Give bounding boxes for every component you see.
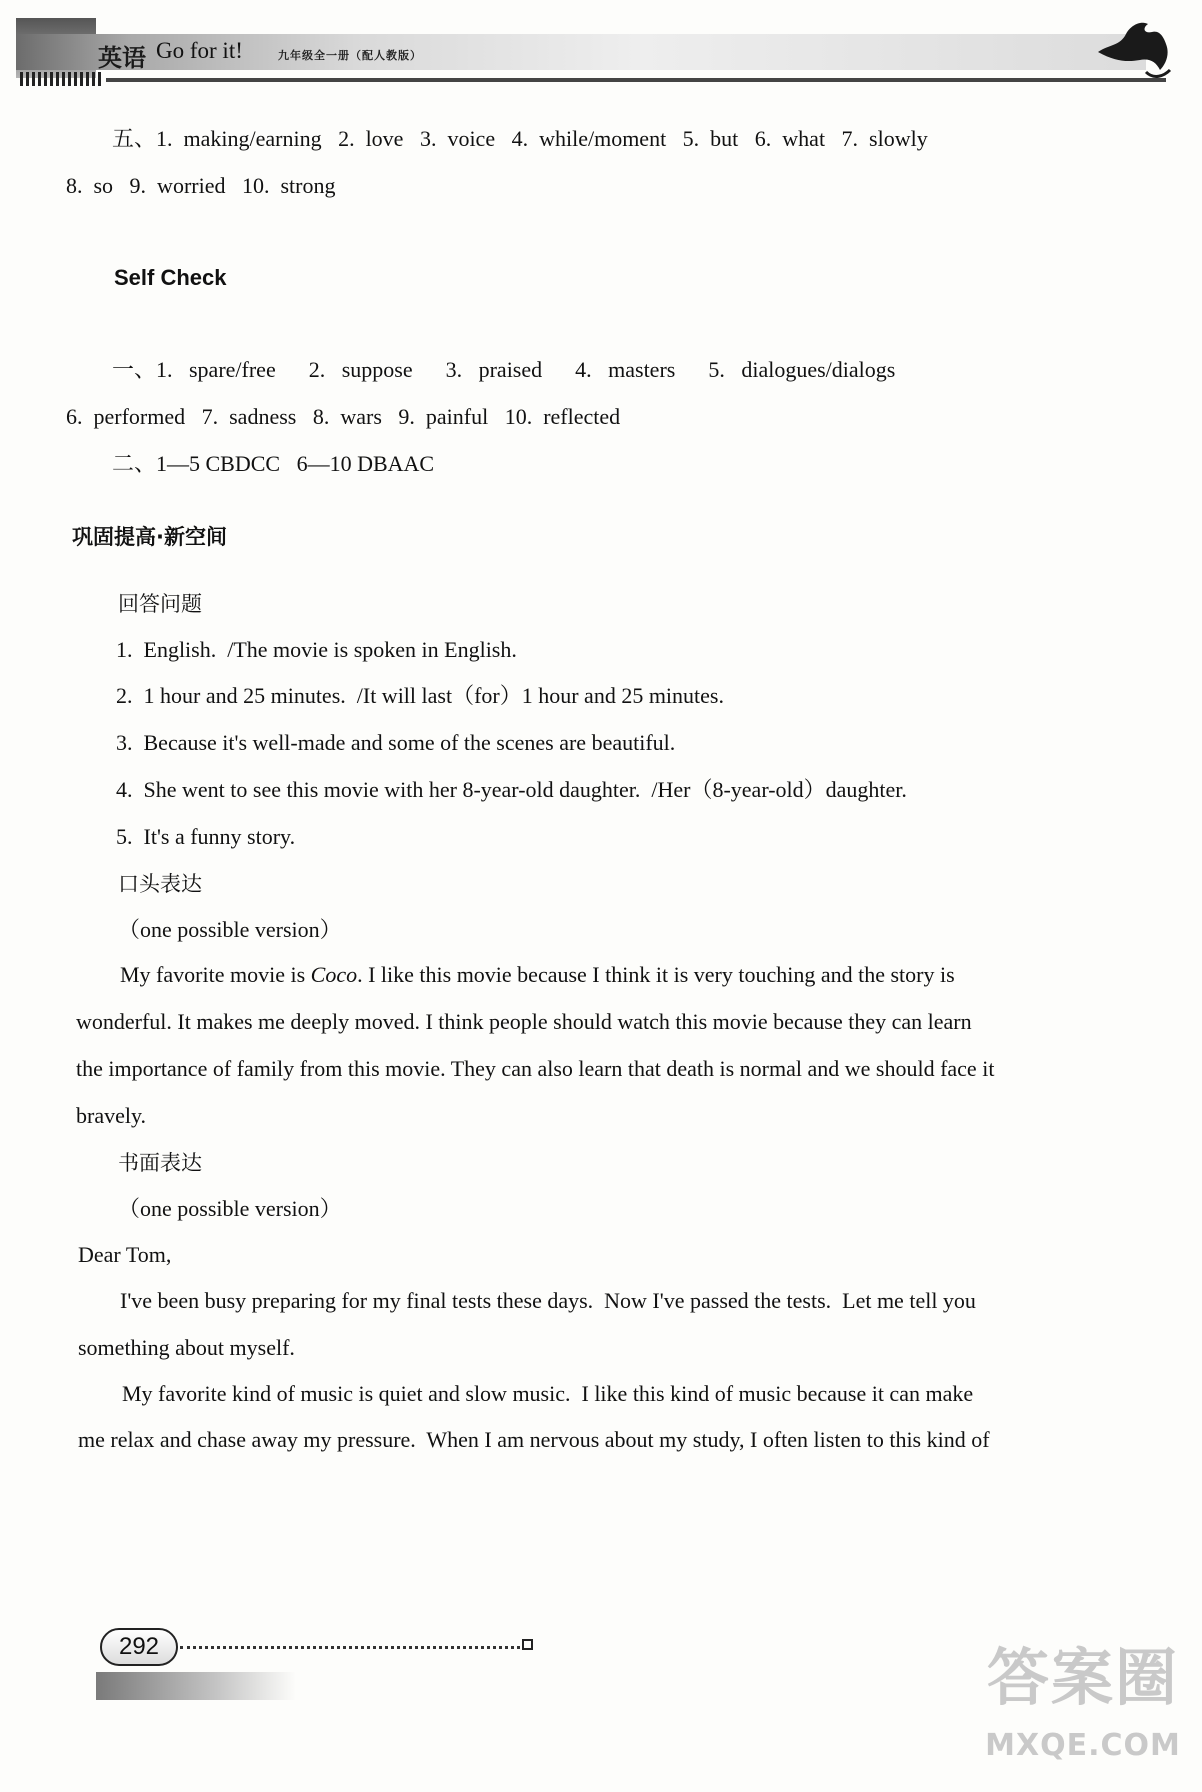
header-subject: 英语 — [98, 44, 146, 72]
footer-end-square-icon — [522, 1639, 533, 1650]
letter-line1: I've been busy preparing for my final tests these days. Now I've passed the tests. Let me tell you — [120, 1288, 976, 1313]
qa-heading: 回答问题 — [118, 592, 202, 616]
consolidation-heading: 巩固提高·新空间 — [72, 525, 227, 549]
section5-line2: 8. so 9. worried 10. strong — [66, 173, 336, 198]
oral-paragraph-line2: wonderful. It makes me deeply moved. I think people should watch this movie because they can learn — [76, 1009, 972, 1034]
oral-paragraph-line1 — [120, 960, 955, 990]
written-version: （one possible version） — [118, 1196, 342, 1221]
answer-item: 2. 1 hour and 25 minutes. /It will last（for）1 hour and 25 minutes. — [116, 683, 724, 708]
oral-version: （one possible version） — [118, 917, 342, 942]
watermark-logo-text: 答案圈 — [986, 1641, 1179, 1714]
page-number: 292 — [100, 1628, 178, 1666]
answer-item: 4. She went to see this movie with her 8-year-old daughter. /Her（8-year-old）daughter. — [116, 777, 907, 802]
answer-item: 5. It's a funny story. — [116, 824, 296, 849]
self-check-part1-line2: 6. performed 7. sadness 8. wars 9. painful 10. reflected — [66, 404, 621, 429]
header-series: Go for it! — [156, 38, 243, 63]
answer-item: 3. Because it's well-made and some of the scenes are beautiful. — [116, 730, 676, 755]
oral-heading: 口头表达 — [118, 872, 202, 896]
footer-corner-bar — [96, 1672, 296, 1700]
watermark — [968, 1630, 1198, 1790]
oral-text: My favorite movie is — [120, 962, 311, 987]
self-check-part2: 二、1—5 CBDCC 6—10 DBAAC — [112, 451, 435, 476]
self-check-part1-line1: 一、1. spare/free 2. suppose 3. praised 4. masters 5. dialogues/dialogs — [112, 357, 896, 382]
footer-dotted-rule — [180, 1646, 520, 1649]
letter-salutation: Dear Tom, — [78, 1242, 172, 1267]
watermark-url: MXQE.COM — [985, 1728, 1181, 1763]
written-heading: 书面表达 — [118, 1151, 202, 1175]
header-edition: 九年级全一册（配人教版） — [278, 49, 422, 62]
movie-title: Coco — [310, 962, 358, 987]
oral-text: . I like this movie because I think it is very touching and the story is — [357, 962, 955, 987]
oral-paragraph-line4: bravely. — [76, 1103, 147, 1128]
letter-line3: My favorite kind of music is quiet and slow music. I like this kind of music because it can make — [122, 1381, 974, 1406]
section5-line1: 五、1. making/earning 2. love 3. voice 4. while/moment 5. but 6. what 7. slowly — [112, 126, 928, 151]
page-footer — [100, 1628, 540, 1668]
answer-item: 1. English. /The movie is spoken in English. — [116, 637, 517, 662]
self-check-heading: Self Check — [114, 265, 227, 290]
letter-line2: something about myself. — [78, 1335, 295, 1360]
oral-paragraph-line3: the importance of family from this movie. They can also learn that death is normal and we should face it — [76, 1056, 995, 1081]
letter-line4: me relax and chase away my pressure. When I am nervous about my study, I often listen to this kind of — [78, 1427, 990, 1452]
